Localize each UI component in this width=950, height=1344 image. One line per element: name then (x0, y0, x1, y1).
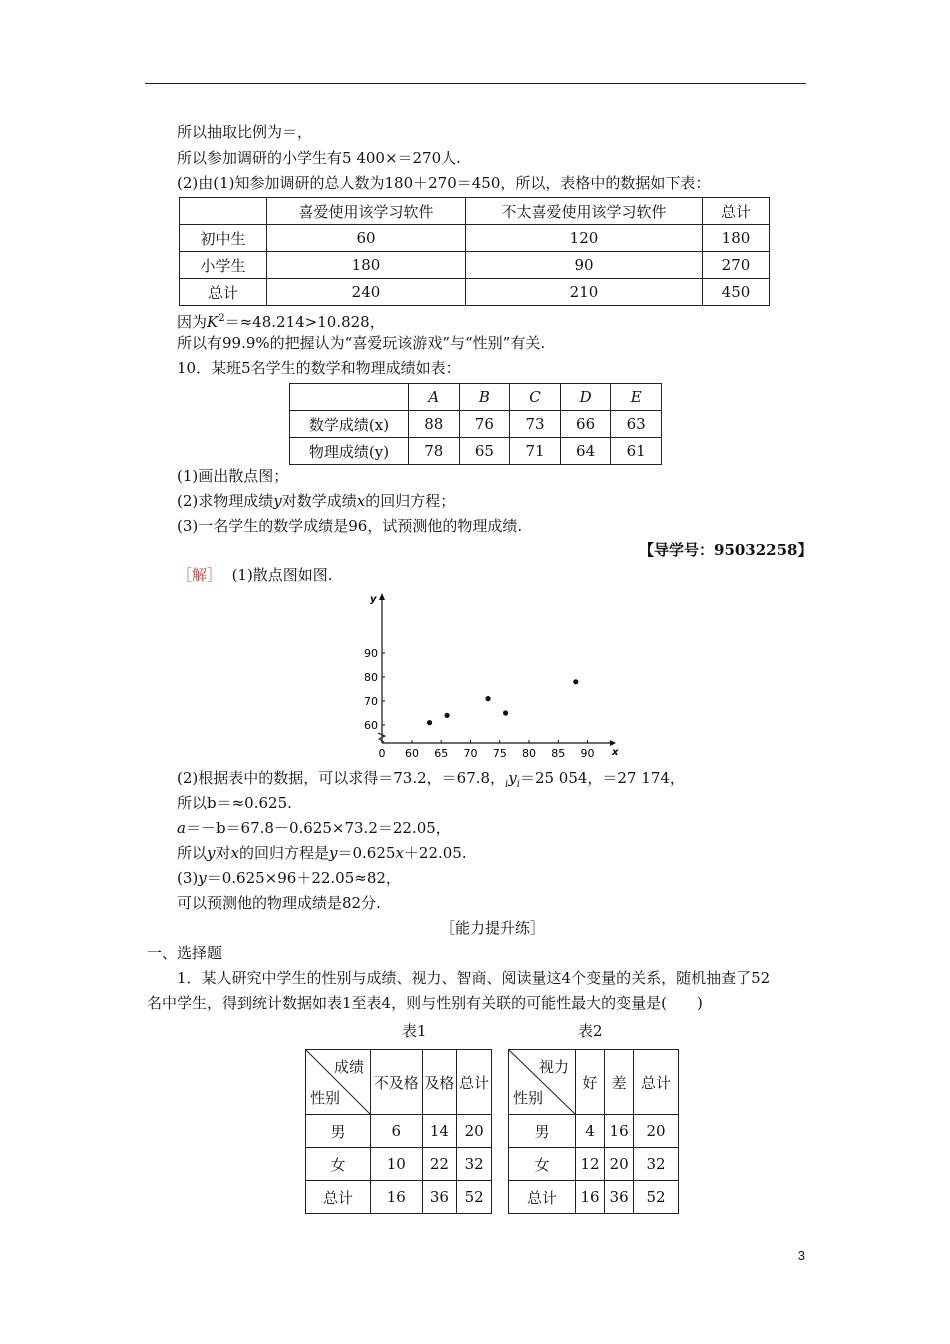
corner-bottom: 性别 (310, 1089, 341, 1107)
text-line: 所以抽取比例为＝， (177, 123, 313, 141)
math-var: y (329, 844, 338, 862)
table-cell: 不及格 (371, 1050, 423, 1115)
table-cell: E (611, 384, 662, 411)
x-tick-label: 75 (492, 747, 507, 760)
table-cell: 男 (306, 1115, 371, 1148)
table-row (306, 1050, 492, 1115)
scatter-chart (360, 588, 620, 763)
scatter-point (427, 720, 432, 725)
x-tick-label: 70 (463, 747, 478, 760)
table-caption: 表1 (402, 1022, 427, 1040)
x-tick-label: 90 (580, 747, 595, 760)
table-row (290, 411, 662, 438)
table-row (180, 252, 770, 279)
corner-bottom: 性别 (513, 1089, 544, 1107)
table-cell: 180 (267, 252, 466, 279)
table-cell: 20 (634, 1115, 679, 1148)
x-tick-label: 85 (551, 747, 566, 760)
x-tick-label: 65 (434, 747, 449, 760)
header-rule (145, 83, 806, 84)
table-cell: 270 (703, 252, 770, 279)
table-cell: 240 (267, 279, 466, 306)
y-tick-label: 60 (364, 719, 378, 732)
x-tick-label: 60 (405, 747, 419, 760)
table-cell: 64 (560, 438, 611, 465)
y-tick-label: 90 (364, 647, 378, 660)
text-span: 对 (215, 844, 231, 862)
table-row (180, 198, 770, 225)
scatter-point (573, 679, 578, 684)
table-cell: 450 (703, 279, 770, 306)
table-cell: 6 (371, 1115, 423, 1148)
table-row (306, 1181, 492, 1214)
table-cell: 52 (457, 1181, 492, 1214)
corner-top: 成绩 (333, 1058, 364, 1076)
data-table-1 (179, 197, 770, 306)
table-cell: 73 (510, 411, 561, 438)
table-cell: 数学成绩(x) (290, 411, 409, 438)
text-span: ＝－b＝67.8－0.625×73.2＝22.05， (185, 819, 451, 837)
table-cell: 男 (509, 1115, 576, 1148)
table-cell: 女 (509, 1148, 576, 1181)
table-cell: 总计 (509, 1181, 576, 1214)
text-line (177, 843, 467, 863)
diagonal-header (306, 1050, 371, 1115)
scatter-point (445, 713, 450, 718)
x-axis-label: x (612, 747, 619, 758)
text-line: 所以有99.9%的把握认为“喜爱玩该游戏”与“性别”有关. (177, 334, 546, 352)
table-row (180, 225, 770, 252)
table-cell: 76 (459, 411, 510, 438)
math-var: x (230, 844, 239, 862)
scatter-point (485, 696, 490, 701)
math-sup: 2 (218, 313, 225, 324)
table-cell: 不太喜爱使用该学习软件 (466, 198, 703, 225)
table-row (290, 384, 662, 411)
table-cell: 52 (634, 1181, 679, 1214)
section-title: ［能力提升练］ (440, 919, 546, 937)
data-table-4 (508, 1049, 679, 1214)
table-cell: 16 (576, 1181, 605, 1214)
x-tick-label: 0 (378, 747, 386, 760)
table-cell: 20 (605, 1148, 634, 1181)
table-row (509, 1181, 679, 1214)
text-span: (1)散点图如图. (231, 566, 333, 584)
table-cell: 初中生 (180, 225, 267, 252)
table-cell: 4 (576, 1115, 605, 1148)
table-cell: 12 (576, 1148, 605, 1181)
math-var: y (273, 492, 282, 510)
table-cell: 16 (605, 1115, 634, 1148)
math-var: a (177, 819, 186, 837)
table-cell (180, 198, 267, 225)
table-cell: 71 (510, 438, 561, 465)
text-line (177, 565, 333, 585)
table-cell: 好 (576, 1050, 605, 1115)
table-cell (290, 384, 409, 411)
table-cell: C (510, 384, 561, 411)
table-row (509, 1050, 679, 1115)
diagonal-header (509, 1050, 576, 1115)
text-span: 对数学成绩 (281, 492, 357, 510)
table-cell: 36 (605, 1181, 634, 1214)
text-line: 1．某人研究中学生的性别与成绩、视力、智商、阅读量这4个变量的关系，随机抽查了52 (177, 969, 771, 987)
table-cell: 32 (634, 1148, 679, 1181)
answer-tag: ［解］ (177, 566, 223, 584)
text-span: 的回归方程是 (238, 844, 329, 862)
text-span: ＝≈48.214>10.828， (224, 313, 385, 331)
table-cell: 16 (371, 1181, 423, 1214)
text-line (177, 768, 685, 795)
math-var: x (395, 844, 404, 862)
table-caption: 表2 (578, 1022, 603, 1040)
table-cell: 36 (422, 1181, 457, 1214)
table-cell: 小学生 (180, 252, 267, 279)
table-cell: D (560, 384, 611, 411)
table-cell: 14 (422, 1115, 457, 1148)
math-var: y (207, 844, 216, 862)
table-cell: 22 (422, 1148, 457, 1181)
y-axis-label: y (370, 594, 377, 605)
text-span: 因为 (177, 313, 208, 331)
text-line: 所以参加调研的小学生有5 400×＝270人. (177, 149, 461, 167)
text-span: (2)根据表中的数据，可以求得＝73.2，＝67.8， (177, 769, 506, 787)
text-line (177, 868, 401, 888)
table-cell: 总计 (306, 1181, 371, 1214)
x-axis-arrow (610, 740, 616, 746)
text-span: (3) (177, 869, 199, 887)
y-axis-arrow (379, 593, 385, 600)
table-cell: 差 (605, 1050, 634, 1115)
table-cell: 总计 (180, 279, 267, 306)
table-row (180, 279, 770, 306)
table-cell: 32 (457, 1148, 492, 1181)
table-cell: 20 (457, 1115, 492, 1148)
text-span: ＝25 054，＝27 174， (519, 769, 685, 787)
text-line: 可以预测他的物理成绩是82分. (177, 894, 381, 912)
table-row (509, 1115, 679, 1148)
table-cell: 90 (466, 252, 703, 279)
text-line: 一、选择题 (147, 944, 223, 962)
text-span: (2)求物理成绩 (177, 492, 274, 510)
axis-break (378, 733, 385, 742)
text-span: ＋22.05. (403, 844, 467, 862)
table-cell: 180 (703, 225, 770, 252)
table-cell: 总计 (457, 1050, 492, 1115)
text-line: (3)一名学生的数学成绩是96，试预测他的物理成绩. (177, 517, 523, 535)
table-cell: 总计 (634, 1050, 679, 1115)
data-table-3 (305, 1049, 492, 1214)
text-line (177, 491, 455, 511)
text-line (177, 309, 385, 332)
text-line: 10．某班5名学生的数学和物理成绩如表： (177, 359, 461, 377)
table-row (509, 1148, 679, 1181)
text-span: ＝0.625×96＋22.05≈82， (206, 869, 401, 887)
text-span: 的回归方程； (365, 492, 456, 510)
math-sub: i (505, 779, 509, 790)
table-cell: 60 (267, 225, 466, 252)
y-tick-label: 80 (364, 671, 378, 684)
table-cell: 10 (371, 1148, 423, 1181)
math-var: x (356, 492, 366, 510)
table-cell: 120 (466, 225, 703, 252)
table-cell: 65 (459, 438, 510, 465)
table-cell: 78 (409, 438, 460, 465)
table-cell: 88 (409, 411, 460, 438)
text-line: (2)由(1)知参加调研的总人数为180＋270＝450，所以，表格中的数据如下表： (177, 174, 711, 192)
table-cell: 及格 (422, 1050, 457, 1115)
text-line: 名中学生，得到统计数据如表1至表4，则与性别有关联的可能性最大的变量是( ) (147, 994, 703, 1012)
table-cell: 210 (466, 279, 703, 306)
text-line: 所以b＝≈0.625. (177, 794, 292, 812)
text-line: (1)画出散点图； (177, 467, 289, 485)
table-cell: B (459, 384, 510, 411)
math-var: y (508, 769, 517, 787)
table-cell: 66 (560, 411, 611, 438)
math-var: K (207, 313, 219, 331)
table-row (306, 1148, 492, 1181)
table-cell: 总计 (703, 198, 770, 225)
page-number: 3 (797, 1248, 805, 1263)
table-cell: 喜爱使用该学习软件 (267, 198, 466, 225)
y-tick-label: 70 (364, 695, 378, 708)
math-var: y (198, 869, 207, 887)
doc-number: 【导学号：95032258】 (639, 541, 813, 559)
corner-top: 视力 (538, 1058, 569, 1076)
text-span: 所以 (177, 844, 208, 862)
table-cell: A (409, 384, 460, 411)
table-cell: 女 (306, 1148, 371, 1181)
math-sub: i (516, 779, 520, 790)
table-row (290, 438, 662, 465)
table-row (306, 1115, 492, 1148)
text-line (177, 818, 451, 838)
text-span: ＝0.625 (337, 844, 396, 862)
table-cell: 物理成绩(y) (290, 438, 409, 465)
table-cell: 63 (611, 411, 662, 438)
data-table-2 (289, 383, 662, 465)
x-tick-label: 80 (522, 747, 536, 760)
table-cell: 61 (611, 438, 662, 465)
scatter-point (503, 710, 508, 715)
